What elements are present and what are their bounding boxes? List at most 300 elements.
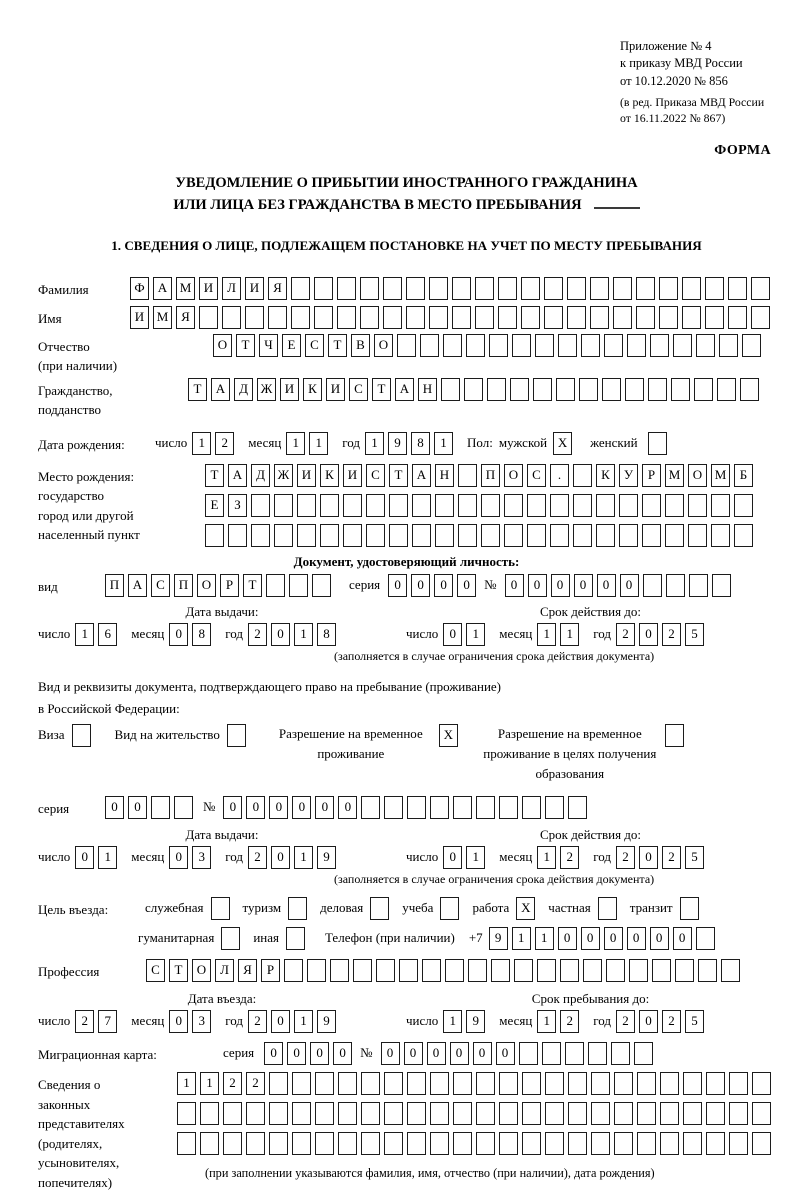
stay-until-heading: Срок пребывания до: — [531, 991, 650, 1007]
char-box-filled: 0 — [404, 1042, 423, 1065]
purpose-option-checkbox — [516, 897, 535, 920]
char-box-filled: И — [245, 277, 264, 300]
representatives-label — [38, 1072, 177, 1192]
char-box-filled: 0 — [223, 796, 242, 819]
char-box-empty — [383, 277, 402, 300]
purpose-option-checkbox — [286, 927, 305, 950]
char-box-filled: А — [412, 464, 431, 487]
char-box-empty — [637, 1072, 656, 1095]
char-box-filled: 2 — [616, 623, 635, 646]
representatives-label-line: попечителях) — [38, 1174, 113, 1190]
char-box-empty — [671, 378, 690, 401]
char-box-empty — [740, 378, 759, 401]
profession-boxes — [146, 959, 744, 982]
residence-options-row — [38, 724, 775, 784]
month-boxes — [537, 1010, 583, 1033]
char-box-filled: П — [481, 464, 500, 487]
purpose-option-2 — [243, 897, 308, 920]
char-box-filled: А — [228, 464, 247, 487]
char-box-filled: 0 — [457, 574, 476, 597]
char-box-empty — [228, 524, 247, 547]
char-box-empty — [521, 277, 540, 300]
day-boxes — [443, 846, 489, 869]
year-label: год — [593, 625, 612, 641]
char-box-filled: 1 — [535, 927, 554, 950]
char-box-empty — [519, 1042, 538, 1065]
char-box-empty — [652, 959, 671, 982]
char-box-empty — [315, 1132, 334, 1155]
char-box-filled: 0 — [650, 927, 669, 950]
char-box-filled: И — [130, 306, 149, 329]
char-box-filled: X — [553, 432, 572, 455]
char-box-empty — [452, 277, 471, 300]
char-box-filled: 2 — [75, 1010, 94, 1033]
char-box-empty — [550, 524, 569, 547]
year-boxes — [616, 846, 708, 869]
char-box-empty — [429, 277, 448, 300]
char-box-filled: X — [516, 897, 535, 920]
char-box-empty — [291, 306, 310, 329]
char-box-empty — [636, 277, 655, 300]
char-box-empty — [269, 1102, 288, 1125]
day-boxes — [443, 1010, 489, 1033]
char-box-filled: 1 — [443, 1010, 462, 1033]
day-label: число — [406, 1013, 439, 1029]
char-box-filled: С — [305, 334, 324, 357]
residence-option-3 — [270, 724, 458, 764]
char-box-filled: 1 — [365, 432, 384, 455]
representatives-row — [38, 1072, 775, 1192]
birthplace-boxes-row3 — [205, 524, 757, 547]
char-box-filled: 0 — [639, 846, 658, 869]
purpose-option-7 — [630, 897, 699, 920]
char-box-filled: Л — [222, 277, 241, 300]
residence-option-1 — [38, 724, 91, 747]
char-box-empty — [211, 897, 230, 920]
char-box-filled: С — [527, 464, 546, 487]
appendix-line: от 10.12.2020 № 856 — [620, 73, 728, 88]
char-box-empty — [545, 1102, 564, 1125]
migration-series-label: серия — [223, 1045, 255, 1061]
char-box-empty — [320, 524, 339, 547]
identity-valid-block — [334, 603, 775, 664]
char-box-empty — [611, 1042, 630, 1065]
char-box-empty — [706, 1132, 725, 1155]
purpose-option-label: туризм — [242, 900, 282, 916]
amendment-note — [620, 95, 775, 127]
char-box-filled: 0 — [411, 574, 430, 597]
purpose-option-1 — [138, 927, 240, 950]
purpose-option-label: гуманитарная — [138, 930, 215, 946]
purpose-option-3 — [320, 897, 389, 920]
purpose-option-label: частная — [548, 900, 591, 916]
purpose-option-2 — [253, 927, 305, 950]
char-box-empty — [751, 306, 770, 329]
char-box-filled: И — [343, 464, 362, 487]
char-box-empty — [361, 1102, 380, 1125]
char-box-empty — [556, 378, 575, 401]
char-box-empty — [399, 959, 418, 982]
char-box-empty — [660, 1072, 679, 1095]
char-box-empty — [729, 1102, 748, 1125]
char-box-filled: 0 — [169, 846, 188, 869]
char-box-empty — [596, 524, 615, 547]
char-box-filled: 2 — [248, 623, 267, 646]
char-box-filled: 0 — [558, 927, 577, 950]
char-box-filled: 0 — [639, 1010, 658, 1033]
char-box-empty — [648, 378, 667, 401]
char-box-empty — [602, 378, 621, 401]
char-box-empty — [251, 524, 270, 547]
stay-until-block — [406, 991, 775, 1033]
char-box-empty — [360, 306, 379, 329]
char-box-empty — [441, 378, 460, 401]
migration-number-label: № — [360, 1045, 373, 1061]
char-box-empty — [429, 306, 448, 329]
char-box-filled: 9 — [466, 1010, 485, 1033]
day-label: число — [406, 625, 439, 641]
char-box-empty — [177, 1102, 196, 1125]
char-box-empty — [205, 524, 224, 547]
char-box-empty — [721, 959, 740, 982]
year-boxes — [616, 1010, 708, 1033]
char-box-filled: 1 — [294, 1010, 313, 1033]
char-box-empty — [297, 494, 316, 517]
char-box-empty — [376, 959, 395, 982]
residence-number-boxes — [223, 796, 591, 819]
char-box-empty — [407, 796, 426, 819]
char-box-empty — [522, 1132, 541, 1155]
char-box-empty — [568, 796, 587, 819]
year-label: год — [225, 625, 244, 641]
day-label: число — [38, 849, 71, 865]
year-boxes — [365, 432, 457, 455]
purpose-option-checkbox — [440, 897, 459, 920]
char-box-empty — [307, 959, 326, 982]
birthplace-label-line: населенный пункт — [38, 527, 140, 543]
char-box-filled: 3 — [192, 1010, 211, 1033]
char-box-filled: 6 — [98, 623, 117, 646]
residence-series-label: серия — [38, 801, 70, 817]
char-box-empty — [573, 464, 592, 487]
forma-label: ФОРМА — [714, 142, 771, 158]
char-box-filled: 2 — [246, 1072, 265, 1095]
day-label: число — [38, 625, 71, 641]
char-box-filled: 2 — [616, 1010, 635, 1033]
char-box-empty — [407, 1072, 426, 1095]
char-box-empty — [453, 1132, 472, 1155]
char-box-filled: 8 — [317, 623, 336, 646]
char-box-filled: 1 — [466, 623, 485, 646]
purpose-option-label: иная — [253, 930, 279, 946]
char-box-filled: 1 — [192, 432, 211, 455]
residence-number-label: № — [203, 799, 216, 815]
char-box-filled: К — [596, 464, 615, 487]
char-box-empty — [545, 1132, 564, 1155]
char-box-filled: Л — [215, 959, 234, 982]
char-box-empty — [430, 1102, 449, 1125]
char-box-empty — [481, 524, 500, 547]
char-box-filled: 1 — [294, 846, 313, 869]
section1-heading: 1. СВЕДЕНИЯ О ЛИЦЕ, ПОДЛЕЖАЩЕМ ПОСТАНОВКЕ НА УЧЕТ ПО МЕСТУ ПРЕБЫВАНИЯ — [111, 237, 702, 253]
identity-kind-label: вид — [38, 578, 58, 594]
day-boxes — [192, 432, 238, 455]
char-box-empty — [370, 897, 389, 920]
char-box-filled: Т — [205, 464, 224, 487]
char-box-empty — [453, 1072, 472, 1095]
char-box-filled: 1 — [560, 623, 579, 646]
char-box-empty — [728, 306, 747, 329]
representatives-label-line: усыновителях, — [38, 1155, 120, 1171]
char-box-empty — [491, 959, 510, 982]
identity-valid-date — [406, 623, 708, 646]
residence-option-2 — [115, 724, 246, 747]
char-box-empty — [412, 494, 431, 517]
char-box-filled: 0 — [169, 1010, 188, 1033]
char-box-empty — [384, 1102, 403, 1125]
char-box-filled: Р — [642, 464, 661, 487]
char-box-filled: О — [213, 334, 232, 357]
char-box-filled: 0 — [169, 623, 188, 646]
char-box-filled: 0 — [604, 927, 623, 950]
char-box-filled: 0 — [551, 574, 570, 597]
char-box-empty — [445, 959, 464, 982]
day-boxes — [75, 846, 121, 869]
char-box-empty — [613, 277, 632, 300]
char-box-empty — [683, 1072, 702, 1095]
char-box-empty — [297, 524, 316, 547]
char-box-empty — [406, 277, 425, 300]
char-box-filled: 0 — [627, 927, 646, 950]
identity-series-label: серия — [349, 576, 381, 592]
char-box-empty — [514, 959, 533, 982]
char-box-empty — [596, 494, 615, 517]
char-box-empty — [666, 574, 685, 597]
identity-issue-date — [38, 623, 340, 646]
char-box-filled: 0 — [443, 846, 462, 869]
char-box-empty — [227, 724, 246, 747]
identity-kind-boxes — [105, 574, 335, 597]
gender-female-label: женский — [590, 434, 638, 450]
stay-until-date — [406, 1010, 708, 1033]
char-box-empty — [412, 524, 431, 547]
char-box-filled: 0 — [427, 1042, 446, 1065]
residence-issue-heading: Дата выдачи: — [185, 827, 259, 843]
char-box-empty — [292, 1102, 311, 1125]
char-box-filled: 0 — [338, 796, 357, 819]
month-boxes — [169, 846, 215, 869]
char-box-filled: 1 — [466, 846, 485, 869]
char-box-empty — [688, 524, 707, 547]
char-box-empty — [711, 494, 730, 517]
char-box-empty — [489, 334, 508, 357]
year-label: год — [225, 849, 244, 865]
appendix-line: Приложение № 4 — [620, 39, 712, 53]
month-label: месяц — [248, 434, 282, 450]
char-box-filled: Т — [188, 378, 207, 401]
citizenship-label-line2: подданство — [38, 402, 102, 418]
patronymic-label — [38, 334, 213, 376]
char-box-empty — [591, 1132, 610, 1155]
char-box-empty — [673, 334, 692, 357]
char-box-empty — [353, 959, 372, 982]
month-label: месяц — [499, 1013, 533, 1029]
char-box-filled: 0 — [388, 574, 407, 597]
birthplace-row — [38, 464, 775, 554]
birthplace-box-rows — [205, 464, 775, 554]
phone-label: Телефон (при наличии) — [324, 930, 455, 946]
char-box-filled: 7 — [98, 1010, 117, 1033]
char-box-filled: 9 — [489, 927, 508, 950]
char-box-empty — [729, 1132, 748, 1155]
representatives-label-line: (родителях, — [38, 1135, 103, 1151]
char-box-filled: 9 — [317, 1010, 336, 1033]
char-box-empty — [246, 1102, 265, 1125]
char-box-empty — [648, 432, 667, 455]
gender-female-checkbox — [648, 432, 671, 455]
residence-option-label: Разрешение на временное проживание — [278, 725, 423, 761]
char-box-empty — [675, 959, 694, 982]
char-box-empty — [397, 334, 416, 357]
char-box-empty — [591, 1072, 610, 1095]
char-box-filled: О — [688, 464, 707, 487]
char-box-empty — [407, 1132, 426, 1155]
char-box-empty — [458, 494, 477, 517]
residence-series-row — [38, 796, 775, 819]
char-box-empty — [246, 1132, 265, 1155]
char-box-filled: 0 — [310, 1042, 329, 1065]
char-box-empty — [619, 524, 638, 547]
char-box-filled: 1 — [309, 432, 328, 455]
char-box-empty — [568, 1102, 587, 1125]
char-box-filled: Е — [282, 334, 301, 357]
char-box-filled: 0 — [443, 623, 462, 646]
residence-option-label: Вид на жительство — [114, 726, 220, 742]
char-box-filled: У — [619, 464, 638, 487]
char-box-empty — [545, 796, 564, 819]
char-box-empty — [314, 277, 333, 300]
char-box-empty — [453, 796, 472, 819]
char-box-filled: Т — [328, 334, 347, 357]
char-box-empty — [682, 306, 701, 329]
char-box-filled: 0 — [381, 1042, 400, 1065]
char-box-filled: 8 — [192, 623, 211, 646]
char-box-empty — [683, 1102, 702, 1125]
char-box-empty — [499, 1132, 518, 1155]
char-box-empty — [752, 1132, 771, 1155]
char-box-empty — [498, 277, 517, 300]
char-box-empty — [581, 334, 600, 357]
purpose-option-4 — [402, 897, 459, 920]
char-box-filled: Т — [389, 464, 408, 487]
char-box-empty — [634, 1042, 653, 1065]
char-box-empty — [406, 306, 425, 329]
char-box-filled: 2 — [223, 1072, 242, 1095]
char-box-empty — [573, 494, 592, 517]
residence-dates-section — [38, 827, 775, 887]
identity-issue-heading: Дата выдачи: — [185, 603, 259, 619]
char-box-empty — [360, 277, 379, 300]
purpose-options-row1 — [145, 897, 699, 920]
char-box-filled: 0 — [450, 1042, 469, 1065]
char-box-empty — [199, 306, 218, 329]
residence-doc-intro — [38, 676, 775, 720]
char-box-empty — [590, 306, 609, 329]
birthplace-boxes-row1 — [205, 464, 757, 487]
char-box-empty — [475, 306, 494, 329]
char-box-empty — [527, 524, 546, 547]
char-box-empty — [435, 494, 454, 517]
char-box-empty — [696, 334, 715, 357]
purpose-row1 — [38, 897, 775, 920]
char-box-empty — [361, 1132, 380, 1155]
char-box-filled: 2 — [248, 1010, 267, 1033]
patronymic-label-line1: Отчество — [38, 338, 90, 354]
char-box-filled: О — [504, 464, 523, 487]
char-box-empty — [269, 1132, 288, 1155]
citizenship-row — [38, 378, 775, 420]
appendix-line: к приказу МВД России — [620, 56, 743, 71]
char-box-empty — [535, 334, 554, 357]
purpose-option-1 — [145, 897, 230, 920]
day-boxes — [75, 1010, 121, 1033]
char-box-empty — [650, 334, 669, 357]
char-box-filled: Т — [372, 378, 391, 401]
char-box-filled: 0 — [620, 574, 639, 597]
char-box-empty — [338, 1072, 357, 1095]
identity-series-boxes — [388, 574, 480, 597]
char-box-empty — [719, 334, 738, 357]
residence-valid-note: (заполняется в случае ограничения срока действия документа) — [334, 872, 655, 887]
char-box-empty — [338, 1132, 357, 1155]
char-box-filled: 0 — [271, 846, 290, 869]
migration-card-label: Миграционная карта: — [38, 1047, 157, 1063]
char-box-filled: И — [326, 378, 345, 401]
char-box-empty — [269, 1072, 288, 1095]
char-box-empty — [734, 524, 753, 547]
char-box-empty — [291, 277, 310, 300]
char-box-empty — [476, 1132, 495, 1155]
char-box-empty — [568, 1072, 587, 1095]
purpose-option-checkbox — [211, 897, 230, 920]
char-box-empty — [522, 796, 541, 819]
char-box-empty — [510, 378, 529, 401]
birthplace-label-line: город или другой — [38, 507, 134, 523]
purpose-label: Цель въезда: — [38, 902, 109, 918]
char-box-empty — [573, 524, 592, 547]
char-box-filled: 2 — [662, 623, 681, 646]
char-box-filled: 2 — [616, 846, 635, 869]
char-box-filled: И — [297, 464, 316, 487]
month-label: месяц — [499, 625, 533, 641]
char-box-empty — [591, 1102, 610, 1125]
year-boxes — [616, 623, 708, 646]
char-box-filled: 5 — [685, 623, 704, 646]
char-box-empty — [642, 494, 661, 517]
char-box-empty — [533, 378, 552, 401]
char-box-empty — [522, 1072, 541, 1095]
char-box-empty — [174, 796, 193, 819]
char-box-filled: 9 — [317, 846, 336, 869]
char-box-filled: Я — [238, 959, 257, 982]
char-box-empty — [705, 306, 724, 329]
day-label: число — [155, 434, 188, 450]
citizenship-boxes — [188, 378, 763, 401]
char-box-filled: 5 — [685, 1010, 704, 1033]
char-box-empty — [245, 306, 264, 329]
birthdate-group — [155, 432, 457, 455]
char-box-empty — [568, 1132, 587, 1155]
